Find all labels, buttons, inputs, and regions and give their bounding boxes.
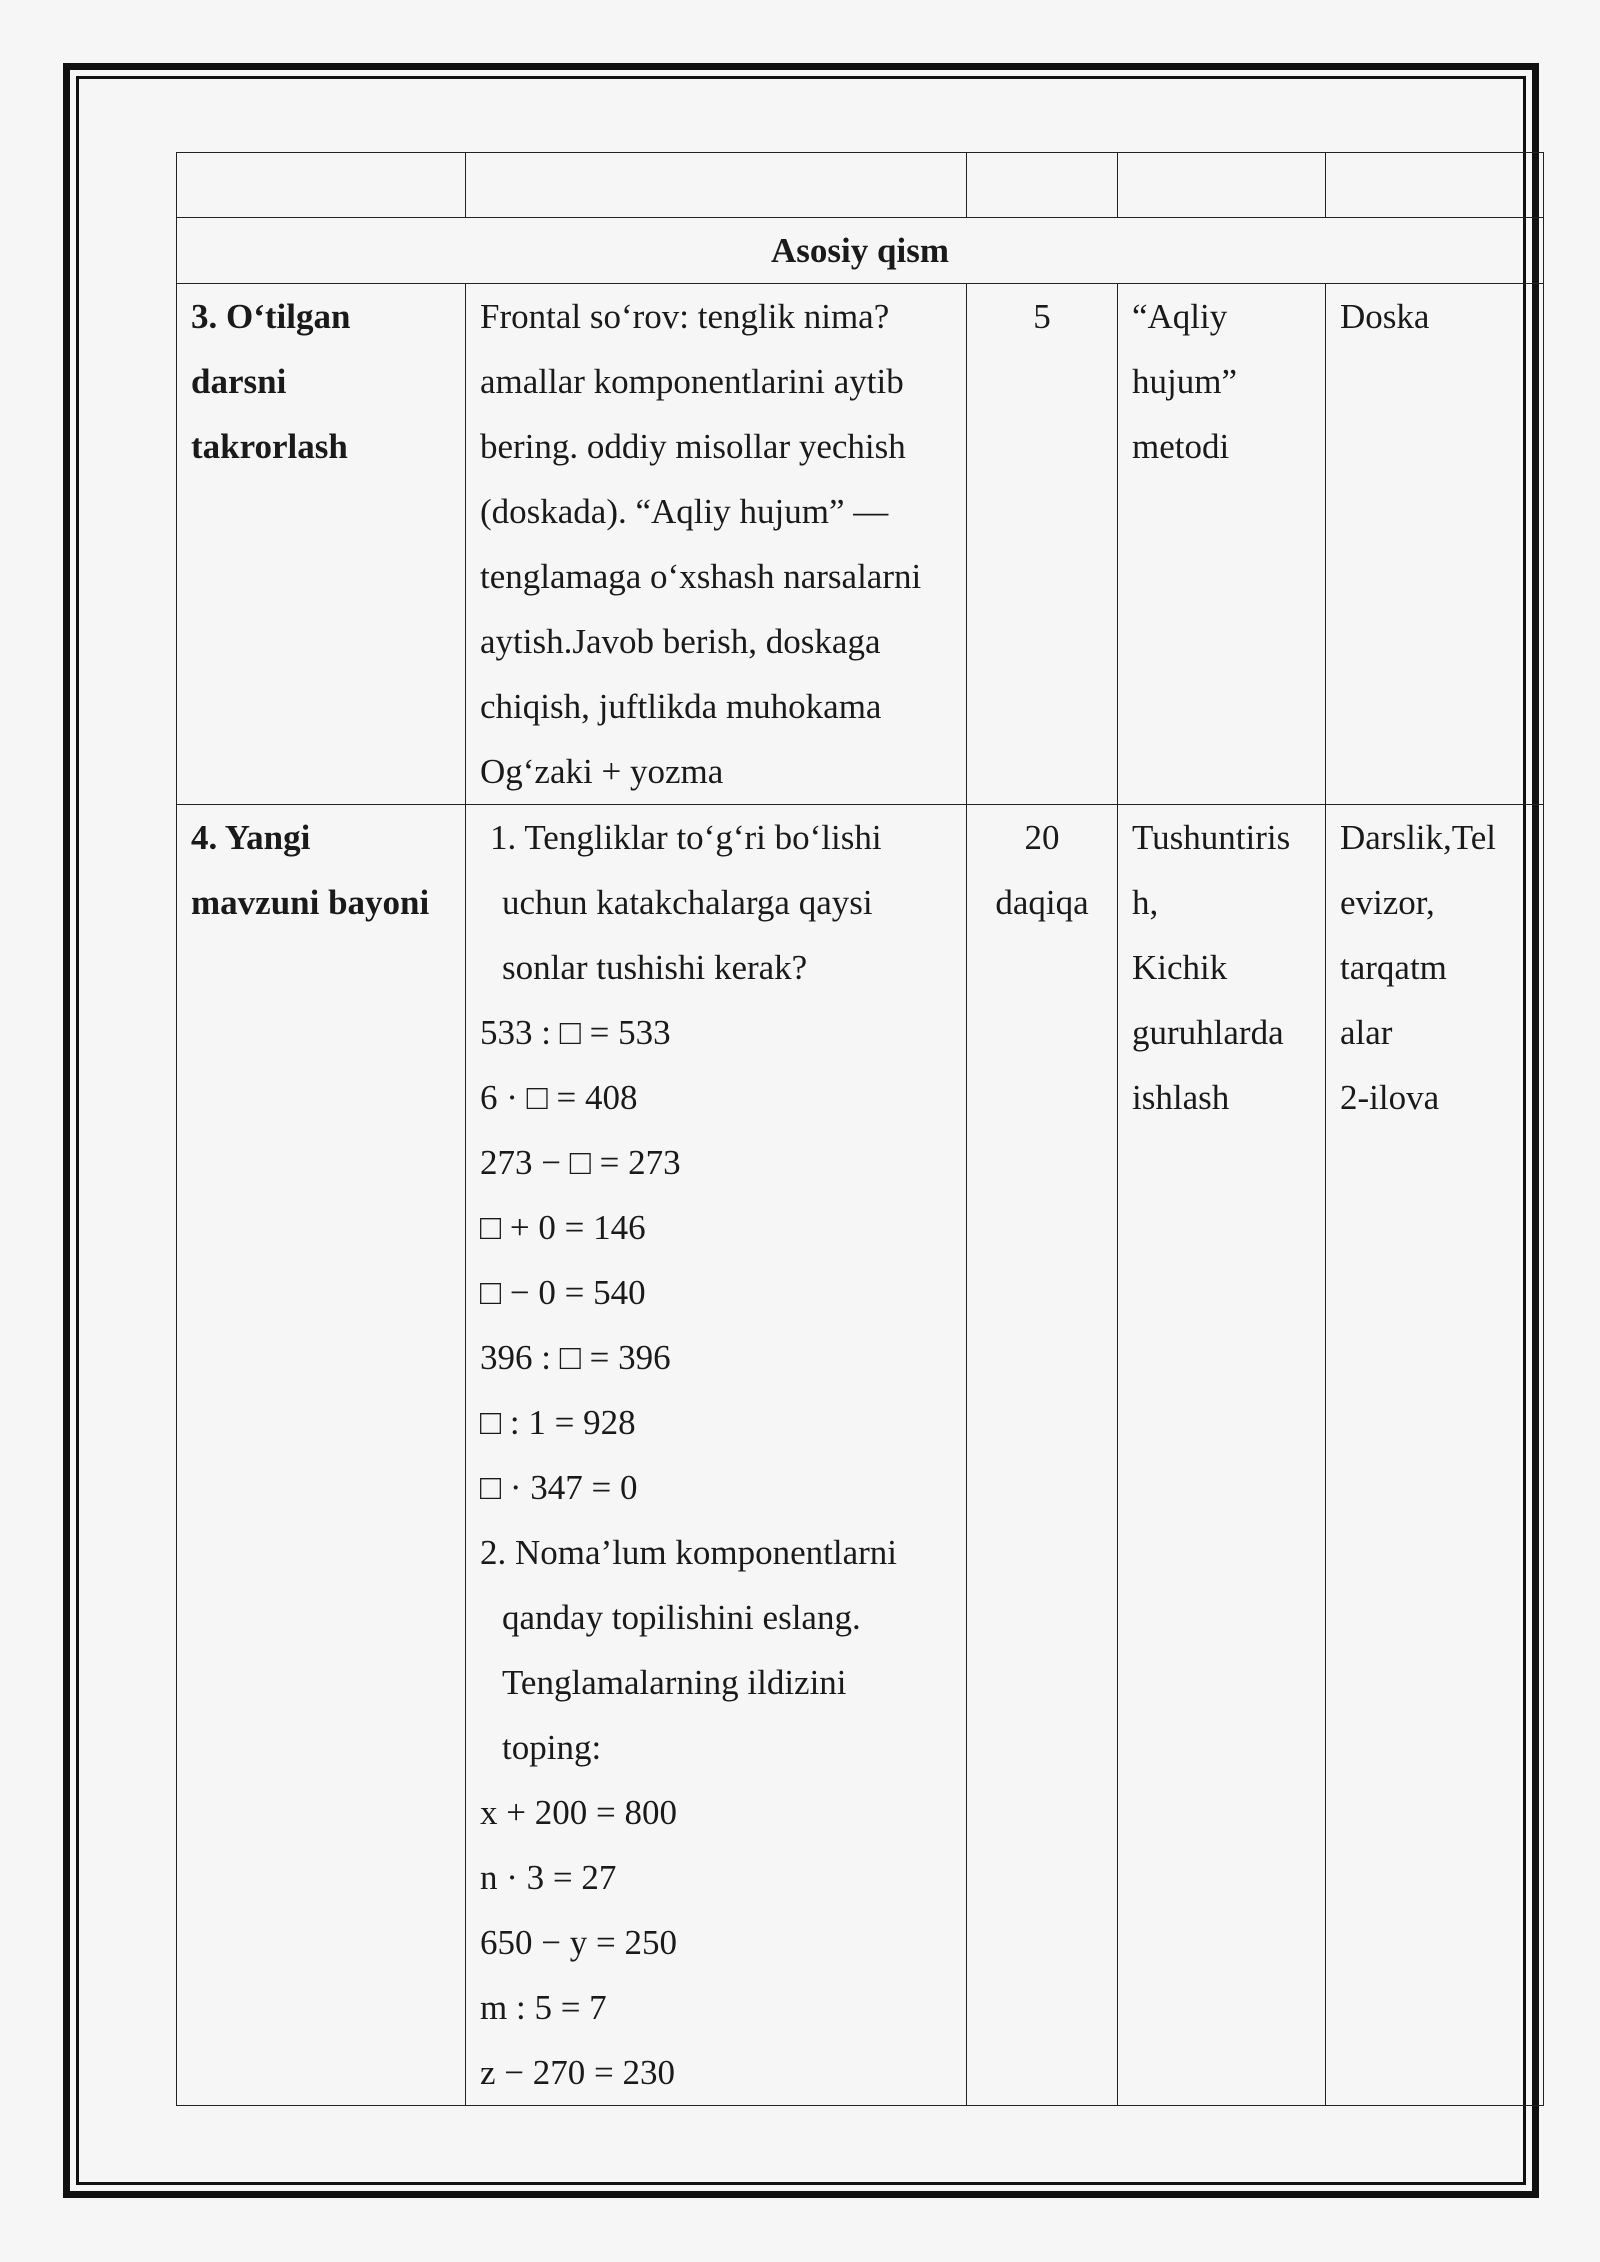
stage-line: 4. Yangi [191, 818, 311, 857]
empty-cell [466, 153, 967, 218]
content-line: Tenglamalarning ildizini [502, 1663, 847, 1702]
stage-line: 3. O‘tilgan [191, 297, 351, 336]
content-line: sonlar tushishi kerak? [502, 948, 808, 987]
empty-cell [1326, 153, 1544, 218]
equation-line: x + 200 = 800 [480, 1793, 677, 1832]
content-cell [466, 805, 967, 2106]
content-line: qanday topilishini eslang. [502, 1598, 861, 1637]
content-line: 1. Tengliklar to‘g‘ri bo‘lishi [490, 818, 882, 857]
time-line: 5 [1033, 297, 1051, 336]
time-line: 20 [1024, 818, 1060, 857]
method-line: metodi [1132, 427, 1230, 466]
equation-line: □ : 1 = 928 [480, 1403, 636, 1442]
method-line: Tushuntiris [1132, 818, 1291, 857]
equation-line: 396 : □ = 396 [480, 1338, 671, 1377]
content-line: 2. Noma’lum komponentlarni [480, 1533, 898, 1572]
resource-line: evizor, [1340, 883, 1435, 922]
resource-cell [1326, 805, 1544, 2106]
table-row [177, 284, 1544, 805]
equation-line: □ + 0 = 146 [480, 1208, 646, 1247]
empty-cell [177, 153, 466, 218]
resource-cell [1326, 284, 1544, 805]
content-line: bering. oddiy misollar yechish [480, 427, 906, 466]
content-line: toping: [502, 1728, 602, 1767]
time-line: daqiqa [995, 883, 1089, 922]
method-line: h, [1132, 883, 1159, 922]
equation-line: 6 · □ = 408 [480, 1078, 638, 1117]
method-cell [1118, 805, 1326, 2106]
method-line: guruhlarda [1132, 1013, 1284, 1052]
stage-line: darsni [191, 362, 287, 401]
content-cell [466, 284, 967, 805]
header-row-empty [177, 153, 1544, 218]
content-line: uchun katakchalarga qaysi [502, 883, 873, 922]
stage-line: takrorlash [191, 427, 348, 466]
method-line: Kichik [1132, 948, 1228, 987]
equation-line: □ − 0 = 540 [480, 1273, 646, 1312]
section-row [177, 218, 1544, 284]
content-line: aytish.Javob berish, doskaga [480, 622, 881, 661]
method-cell [1118, 284, 1326, 805]
stage-line: mavzuni bayoni [191, 883, 430, 922]
time-cell [967, 805, 1118, 2106]
resource-line: alar [1340, 1013, 1393, 1052]
content-line: amallar komponentlarini aytib [480, 362, 904, 401]
method-line: ishlash [1132, 1078, 1230, 1117]
equation-line: m : 5 = 7 [480, 1988, 607, 2027]
equation-line: 533 : □ = 533 [480, 1013, 671, 1052]
time-cell [967, 284, 1118, 805]
content-line: tenglamaga o‘xshash narsalarni [480, 557, 922, 596]
equation-line: 650 − y = 250 [480, 1923, 677, 1962]
content-line: chiqish, juftlikda muhokama [480, 687, 882, 726]
resource-line: Doska [1340, 297, 1430, 336]
content-line: (doskada). “Aqliy hujum” — [480, 492, 889, 531]
stage-cell [177, 805, 466, 2106]
content-line: Og‘zaki + yozma [480, 752, 724, 791]
section-title: Asosiy qism [177, 218, 1544, 284]
method-line: hujum” [1132, 362, 1237, 401]
equation-line: n · 3 = 27 [480, 1858, 617, 1897]
resource-line: tarqatm [1340, 948, 1447, 987]
equation-line: 273 − □ = 273 [480, 1143, 681, 1182]
equation-line: z − 270 = 230 [480, 2053, 676, 2092]
empty-cell [1118, 153, 1326, 218]
equation-line: □ · 347 = 0 [480, 1468, 638, 1507]
content-line: Frontal so‘rov: tenglik nima? [480, 297, 890, 336]
resource-line: Darslik,Tel [1340, 818, 1496, 857]
lesson-plan-table [176, 152, 1544, 2106]
stage-cell [177, 284, 466, 805]
resource-line: 2-ilova [1340, 1078, 1440, 1117]
table-row [177, 805, 1544, 2106]
method-line: “Aqliy [1132, 297, 1228, 336]
empty-cell [967, 153, 1118, 218]
